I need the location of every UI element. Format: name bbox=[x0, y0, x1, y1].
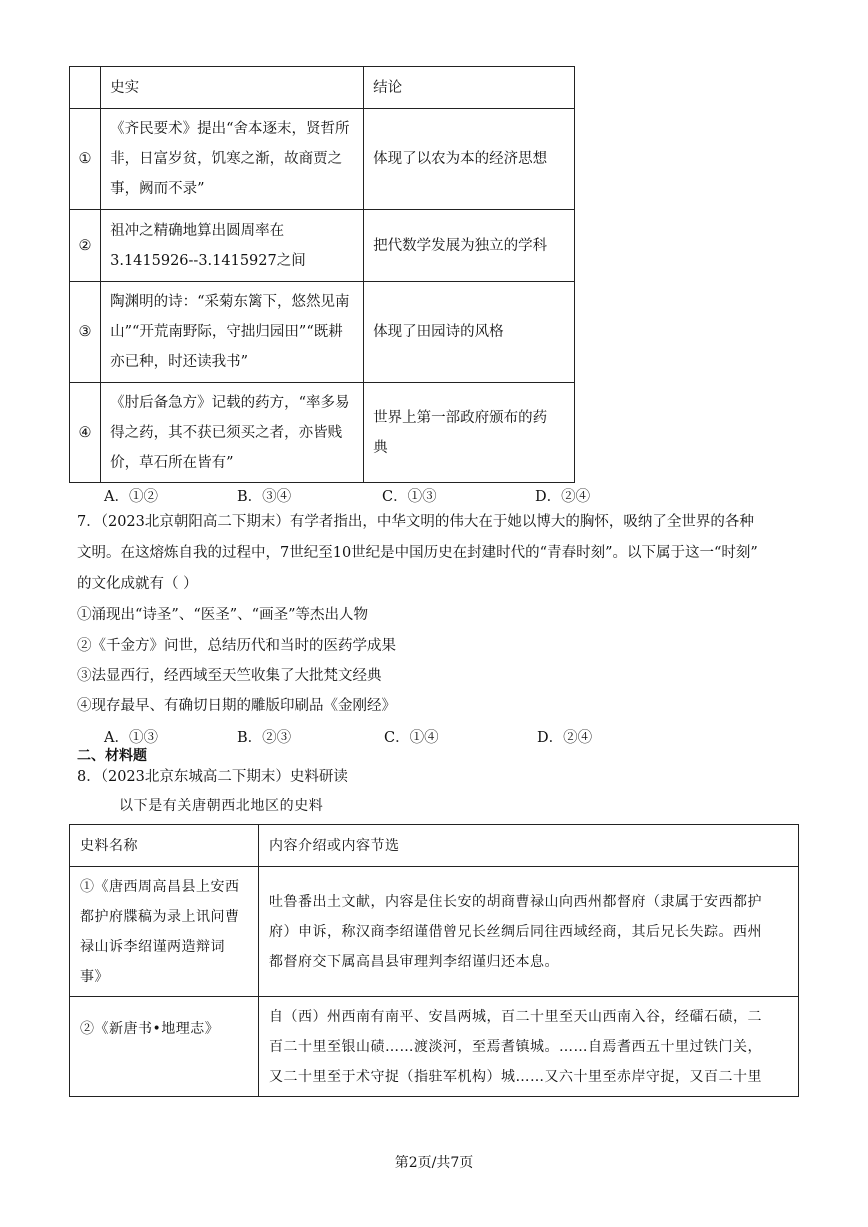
conclusion-line: 世界上第一部政府颁布的药 bbox=[373, 409, 548, 426]
option-a[interactable]: A．①③ bbox=[104, 730, 158, 746]
header-cell-content: 内容介绍或内容节选 bbox=[259, 825, 799, 867]
fact-cell bbox=[101, 282, 364, 383]
table-header-row bbox=[70, 825, 799, 867]
conclusion-cell bbox=[364, 109, 575, 210]
source-name-line: 都护府牒稿为录上讯问曹 bbox=[80, 908, 240, 925]
source-name-cell bbox=[70, 867, 259, 997]
q7-stem-line: 的文化成就有（ ） bbox=[77, 576, 198, 592]
source-content-line: 都督府交下属高昌县审理判李绍谨归还本息。 bbox=[269, 953, 559, 970]
conclusion-cell bbox=[364, 383, 575, 483]
q6-options bbox=[104, 485, 590, 506]
history-facts-table bbox=[69, 66, 575, 483]
section-heading: 二、材料题 bbox=[77, 748, 147, 764]
fact-line: 《肘后备急方》记载的药方，“率多易 bbox=[110, 394, 350, 411]
conclusion-line: 体现了以农为本的经济思想 bbox=[373, 151, 548, 167]
source-content-line: 自（西）州西南有南平、安昌两城，百二十里至天山西南入谷，经礌石碛，二 bbox=[269, 1008, 762, 1025]
source-content-line: 吐鲁番出土文献，内容是住长安的胡商曹禄山向西州都督府（隶属于安西都护 bbox=[269, 893, 762, 910]
option-d[interactable]: D．②④ bbox=[537, 730, 593, 746]
table-row bbox=[70, 997, 799, 1097]
table-row bbox=[70, 109, 575, 210]
row-number: ④ bbox=[70, 383, 101, 483]
q7-options bbox=[104, 726, 592, 747]
source-content-cell bbox=[259, 997, 799, 1097]
fact-cell bbox=[101, 109, 364, 210]
table-row bbox=[70, 282, 575, 383]
source-name-line: ②《新唐书•地理志》 bbox=[80, 1021, 220, 1037]
fact-line: 非，日富岁贫，饥寒之渐，故商贾之 bbox=[110, 151, 343, 167]
source-content-cell bbox=[259, 867, 799, 997]
source-material-table bbox=[69, 824, 799, 1097]
option-b[interactable]: B．③④ bbox=[237, 489, 292, 505]
option-d[interactable]: D．②④ bbox=[535, 489, 591, 505]
fact-line: 事，阙而不录” bbox=[110, 181, 205, 197]
fact-line: 陶渊明的诗：“采菊东篱下，悠然见南 bbox=[110, 294, 350, 310]
q7-item: ①涌现出“诗圣”、“医圣”、“画圣”等杰出人物 bbox=[77, 607, 368, 623]
source-content-line: 又二十里至于术守捉（指驻军机构）城……又六十里至赤岸守捉，又百二十里 bbox=[269, 1068, 762, 1085]
option-c[interactable]: C．①③ bbox=[382, 489, 437, 505]
table-caption: 以下是有关唐朝西北地区的史料 bbox=[119, 798, 324, 814]
q8-stem: 8．（2023北京东城高二下期末）史料研读 bbox=[77, 769, 348, 785]
row-number: ① bbox=[70, 109, 101, 210]
fact-line: 3.1415926--3.1415927之间 bbox=[110, 252, 306, 269]
q7-item: ④现存最早、有确切日期的雕版印刷品《金刚经》 bbox=[77, 698, 396, 714]
conclusion-line: 把代数学发展为独立的学科 bbox=[373, 237, 548, 254]
source-name-line: ①《唐西周高昌县上安西 bbox=[80, 878, 240, 895]
row-number: ③ bbox=[70, 282, 101, 383]
q7-stem-line: 文明。在这熔炼自我的过程中，7世纪至10世纪是中国历史在封建时代的“青春时刻”。以下属于这一“时刻” bbox=[77, 545, 758, 561]
header-cell-name: 史料名称 bbox=[70, 825, 259, 867]
q7-item: ③法显西行，经西域至天竺收集了大批梵文经典 bbox=[77, 668, 382, 684]
fact-cell bbox=[101, 383, 364, 483]
source-name-line: 事》 bbox=[80, 968, 109, 985]
source-name-line: 禄山诉李绍谨两造辩词 bbox=[80, 938, 225, 955]
fact-line: 山”“开荒南野际，守拙归园田”“既耕 bbox=[110, 324, 343, 340]
conclusion-line: 典 bbox=[373, 439, 388, 456]
fact-cell bbox=[101, 210, 364, 282]
source-content-line: 府）申诉，称汉商李绍谨借曾兄长丝绸后同往西域经商，其后兄长失踪。西州 bbox=[269, 923, 762, 940]
source-content-line: 百二十里至银山碛……渡淡河，至焉耆镇城。……自焉耆西五十里过铁门关， bbox=[269, 1038, 762, 1055]
fact-line: 祖冲之精确地算出圆周率在 bbox=[110, 222, 285, 239]
option-b[interactable]: B．②③ bbox=[237, 730, 292, 746]
page-footer: 第2页/共7页 bbox=[394, 1155, 474, 1171]
fact-line: 价，草石所在皆有” bbox=[110, 454, 234, 471]
table-row bbox=[70, 210, 575, 282]
header-cell-conclusion: 结论 bbox=[364, 67, 575, 109]
q7-item: ②《千金方》问世，总结历代和当时的医药学成果 bbox=[77, 638, 396, 654]
fact-line: 《齐民要术》提出“舍本逐末，贤哲所 bbox=[110, 121, 350, 137]
option-a[interactable]: A．①② bbox=[104, 489, 158, 505]
q7-stem-line: 7．（2023北京朝阳高二下期末）有学者指出，中华文明的伟大在于她以博大的胸怀，吸纳了全世界的各种 bbox=[77, 514, 754, 530]
table-row bbox=[70, 867, 799, 997]
row-number: ② bbox=[70, 210, 101, 282]
table-row bbox=[70, 383, 575, 483]
conclusion-cell bbox=[364, 282, 575, 383]
conclusion-line: 体现了田园诗的风格 bbox=[373, 324, 504, 340]
conclusion-cell bbox=[364, 210, 575, 282]
fact-line: 得之药，其不获已须买之者，亦皆贱 bbox=[110, 424, 343, 441]
source-name-cell bbox=[70, 997, 259, 1097]
option-c[interactable]: C．①④ bbox=[384, 730, 439, 746]
fact-line: 亦已种，时还读我书” bbox=[110, 354, 249, 370]
table-header-row bbox=[70, 67, 575, 109]
header-cell-fact: 史实 bbox=[101, 67, 364, 109]
header-cell-num bbox=[70, 67, 101, 109]
